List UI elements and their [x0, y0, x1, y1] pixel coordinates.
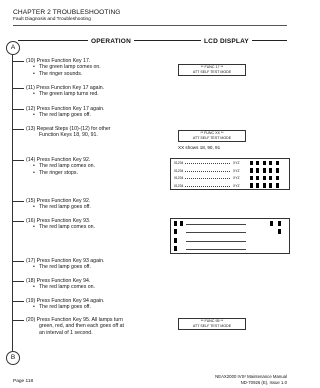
lcd-box-func-17 — [178, 64, 246, 76]
step-tick — [12, 88, 24, 89]
step-text: (12) Press Function Key 17 again. — [26, 106, 105, 112]
step-bullet: • The red lamp goes off. — [26, 264, 104, 270]
step-tick — [12, 301, 24, 302]
step-text: (17) Press Function Key 93 again. — [26, 258, 105, 264]
step-bullet: • The red lamp comes on. — [26, 284, 95, 290]
lcd-row-line — [186, 249, 246, 250]
step-text: (20) Press Function Key 95. All lamps turn — [26, 317, 123, 323]
lcd-row — [171, 244, 289, 252]
lcd-row — [171, 236, 289, 244]
chapter-title: CHAPTER 2 TROUBLESHOOTING — [13, 9, 121, 16]
step-tick — [12, 261, 24, 262]
lamp-bar — [174, 246, 177, 251]
step-bullet: • The red lamp goes off. — [26, 204, 91, 210]
lamp-bar — [278, 229, 281, 234]
lcd-line: ATT SELF TEST MODE — [192, 323, 232, 328]
lamp-bars — [250, 161, 282, 167]
step-text: (19) Press Function Key 94 again. — [26, 298, 105, 304]
operation-heading: OPERATION — [88, 38, 134, 45]
lcd-row — [171, 174, 289, 182]
step-text: (15) Press Function Key 92. — [26, 198, 91, 204]
lcd-line: ** FUNC 17 ** — [200, 65, 224, 69]
step-text: (13) Repeat Steps (10)-(12) for other — [26, 126, 111, 132]
lamp-bar — [180, 221, 183, 226]
connector-a: A — [6, 41, 20, 55]
step-text: an interval of 1 second. — [39, 329, 93, 336]
lcd-row-suffix: XYZ — [233, 183, 240, 188]
lcd-row-label: 01234 — [174, 161, 184, 165]
lcd-line: ATT SELF TEST MODE — [192, 135, 232, 140]
step-bullet: • The red lamp goes off. — [26, 112, 104, 118]
step-text: (18) Press Function Key 94. — [26, 278, 91, 284]
lcd-row-line — [186, 224, 246, 225]
lcd-row-suffix: XYZ — [233, 176, 240, 180]
lcd-row — [171, 159, 289, 167]
lcd-row — [171, 182, 289, 190]
step-tick — [12, 281, 24, 282]
step-text: Function Keys 18, 90, 91. — [39, 132, 98, 139]
lcd-box-func-xx — [178, 130, 246, 142]
lcd-row — [171, 227, 289, 235]
step-tick — [12, 61, 24, 62]
step-text: (10) Press Function Key 17. — [26, 58, 91, 64]
footer-manual: NEAX2000 IVS² Maintenance Manual — [215, 374, 287, 379]
lcd-row-line — [186, 232, 246, 233]
step-bullet: • The red lamp comes on. — [26, 224, 95, 230]
lcd-row-dots — [185, 168, 230, 172]
lcd-box-lamp-lines — [170, 218, 290, 254]
lcd-row — [171, 167, 289, 175]
lcd-row-label: 01234 — [174, 168, 184, 173]
step-tick — [12, 201, 24, 202]
step-bullet: • The ringer stops. — [26, 170, 95, 176]
connector-b: B — [6, 351, 20, 365]
lamp-bar — [174, 221, 177, 226]
header-rule — [13, 25, 287, 26]
lcd-line: ATT SELF TEST MODE — [192, 69, 232, 74]
step-bullet: • The green lamp turns red. — [26, 91, 104, 97]
step-tick — [12, 129, 24, 130]
step-bullet: • The red lamp comes on. — [26, 163, 95, 169]
lcd-display-heading: LCD DISPLAY — [201, 38, 252, 45]
lamp-bars — [250, 183, 282, 189]
step-text: (14) Press Function Key 92. — [26, 157, 91, 163]
step-bullet: • The ringer sounds. — [26, 71, 101, 77]
lamp-bars — [250, 168, 282, 174]
lcd-line: ** FUNC 95 ** — [200, 319, 224, 323]
lcd-row — [171, 219, 289, 227]
step-tick — [12, 221, 24, 222]
lcd-note: XX shows 18, 90, 91 — [178, 145, 221, 150]
step-tick — [12, 160, 24, 161]
flow-line — [12, 54, 13, 351]
step-bullet: • The red lamp goes off. — [26, 304, 104, 310]
chapter-subtitle: Fault Diagnosis and Troubleshooting — [13, 17, 91, 22]
lcd-box-lamp-status — [170, 158, 290, 190]
lcd-line: ** FUNC XX ** — [200, 131, 224, 135]
lamp-bars — [250, 176, 282, 182]
lcd-row-dots — [185, 160, 230, 164]
lcd-row-label: 01234 — [174, 183, 184, 188]
lamp-bar — [278, 221, 281, 226]
lamp-bar — [270, 221, 273, 226]
lamp-bar — [174, 238, 177, 243]
page-number: Page 118 — [13, 379, 34, 384]
footer-doc-number: ND-70926 (E), Issue 1.0 — [240, 380, 287, 385]
lamp-bar — [174, 229, 177, 234]
step-tick — [12, 320, 24, 321]
step-bullet: • The green lamp comes on. — [26, 64, 101, 70]
lcd-row-suffix: XYZ — [233, 168, 240, 173]
lcd-row-dots — [185, 175, 230, 179]
lcd-row-label: 01234 — [174, 176, 184, 180]
step-text: (11) Press Function Key 17 again. — [26, 85, 105, 91]
lcd-box-func-95 — [178, 318, 246, 330]
lcd-row-line — [186, 241, 246, 242]
lcd-row-dots — [185, 183, 230, 187]
step-text: green, red, and then each goes off at — [39, 323, 124, 330]
step-text: (16) Press Function Key 93. — [26, 218, 91, 224]
lcd-row-suffix: XYZ — [233, 161, 240, 165]
step-tick — [12, 109, 24, 110]
